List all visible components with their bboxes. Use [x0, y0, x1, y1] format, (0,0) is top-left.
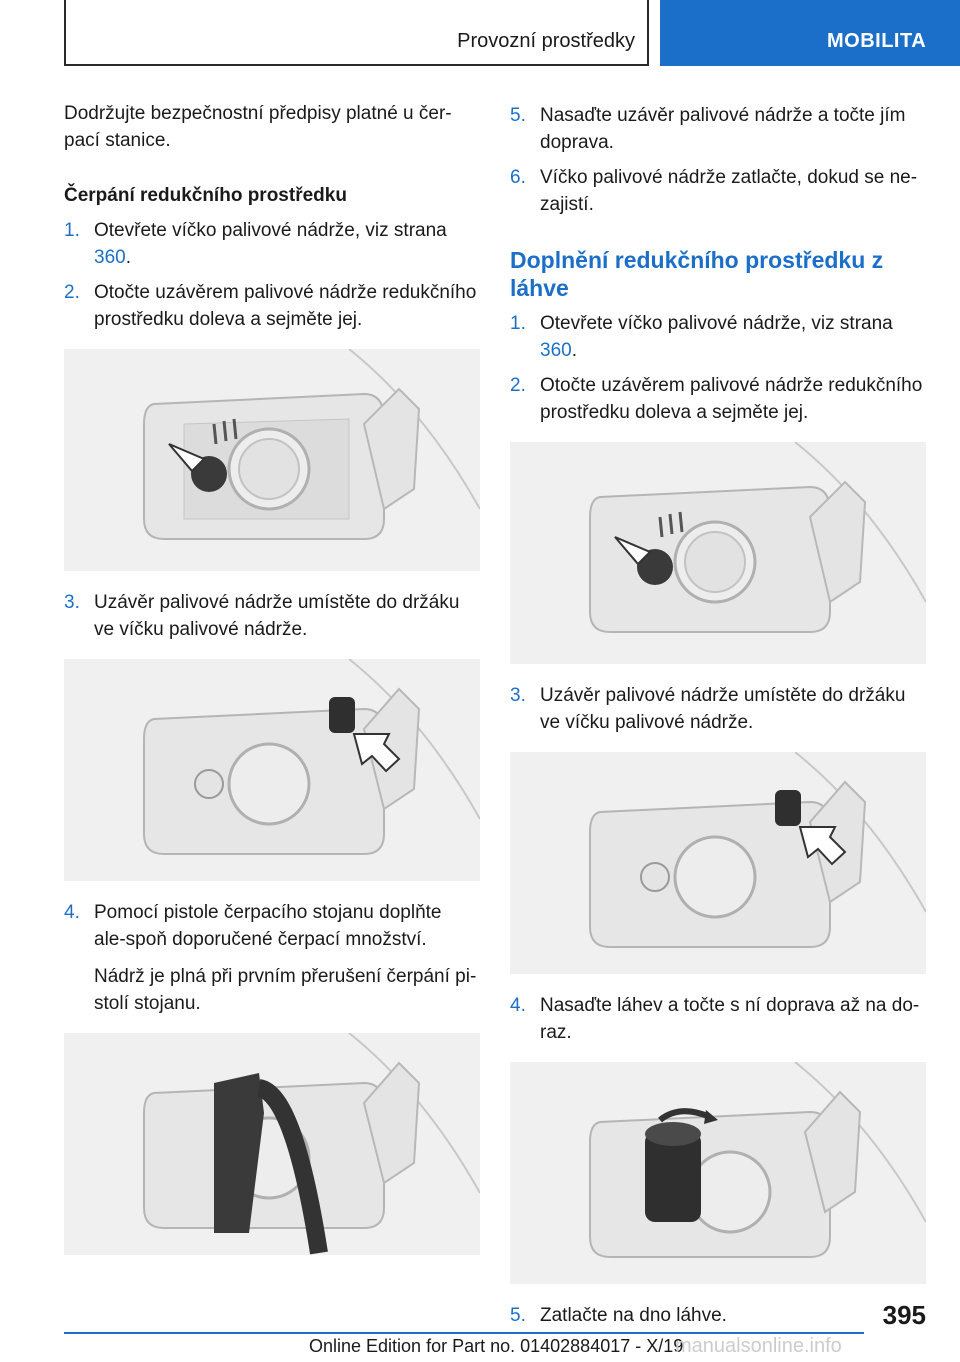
- step-item: [64, 589, 478, 643]
- step-item: [510, 164, 926, 218]
- heading-refuel-additive: Čerpání redukčního prostředku: [64, 185, 347, 206]
- step-text: Víčko palivové nádrže zatlačte, dokud se ne-zajistí.: [540, 167, 918, 215]
- page-link[interactable]: 360: [540, 340, 572, 361]
- step-item: [64, 217, 478, 271]
- step-note: Nádrž je plná při prvním přerušení čerpání pi-stolí stojanu.: [94, 966, 477, 1014]
- header-chapter-label: MOBILITA: [827, 30, 927, 52]
- step-text: Otevřete víčko palivové nádrže, viz strana: [94, 220, 447, 241]
- illustration-cap-holder: [64, 659, 480, 881]
- step-text: Zatlačte na dno láhve.: [540, 1305, 727, 1326]
- left-column: [64, 100, 478, 1273]
- step-number: 1.: [510, 313, 526, 334]
- step-text: Otočte uzávěrem palivové nádrže redukčního prostředku doleva a sejměte jej.: [540, 375, 923, 423]
- step-number: 6.: [510, 167, 526, 188]
- step-text: Uzávěr palivové nádrže umístěte do držáku ve víčku palivové nádrže.: [540, 685, 906, 733]
- step-item: [510, 310, 926, 364]
- step-item: [510, 372, 926, 426]
- step-text: Otevřete víčko palivové nádrže, viz strana: [540, 313, 893, 334]
- step-text: Nasaďte uzávěr palivové nádrže a točte jím doprava.: [540, 105, 906, 153]
- intro-text: Dodržujte bezpečnostní předpisy platné u čer-pací stanice.: [64, 103, 452, 151]
- step-text: Otočte uzávěrem palivové nádrže redukčního prostředku doleva a sejměte jej.: [94, 282, 477, 330]
- step-number: 2.: [510, 375, 526, 396]
- step-item: [510, 1302, 926, 1329]
- step-text: Uzávěr palivové nádrže umístěte do držáku ve víčku palivové nádrže.: [94, 592, 460, 640]
- step-number: 1.: [64, 220, 80, 241]
- footer-watermark: manualsonline.info: [675, 1335, 842, 1357]
- step-number: 5.: [510, 105, 526, 126]
- illustration-remove-cap: [510, 442, 926, 664]
- step-number: 4.: [510, 995, 526, 1016]
- illustration-fuel-nozzle: [64, 1033, 480, 1255]
- heading-refill-from-bottle: Doplnění redukčního prostředku z láhve: [510, 247, 884, 301]
- step-item: [510, 992, 926, 1046]
- right-column: [510, 100, 926, 1329]
- illustration-cap-holder: [510, 752, 926, 974]
- header-section-title: Provozní prostředky: [457, 30, 635, 52]
- step-item: [510, 102, 926, 156]
- step-number: 3.: [510, 685, 526, 706]
- step-number: 4.: [64, 902, 80, 923]
- step-text-end: .: [125, 247, 131, 268]
- illustration-remove-cap: [64, 349, 480, 571]
- footer-edition: Online Edition for Part no. 01402884017 - X/19: [309, 1336, 684, 1356]
- step-text-end: .: [571, 340, 577, 361]
- step-item: [64, 279, 478, 333]
- step-number: 3.: [64, 592, 80, 613]
- header-chapter-tab[interactable]: [660, 0, 960, 66]
- step-number: 2.: [64, 282, 80, 303]
- page-link[interactable]: 360: [94, 247, 126, 268]
- page-number: 395: [882, 1300, 926, 1330]
- header-section-box: [64, 0, 649, 66]
- illustration-bottle: [510, 1062, 926, 1284]
- step-text: Nasaďte láhev a točte s ní doprava až na do-raz.: [540, 995, 920, 1043]
- footer-divider: [64, 1332, 864, 1334]
- step-item: [64, 899, 478, 953]
- step-text: Pomocí pistole čerpacího stojanu doplňte ale-spoň doporučené čerpací množství.: [94, 902, 442, 950]
- step-number: 5.: [510, 1305, 526, 1326]
- step-item: [510, 682, 926, 736]
